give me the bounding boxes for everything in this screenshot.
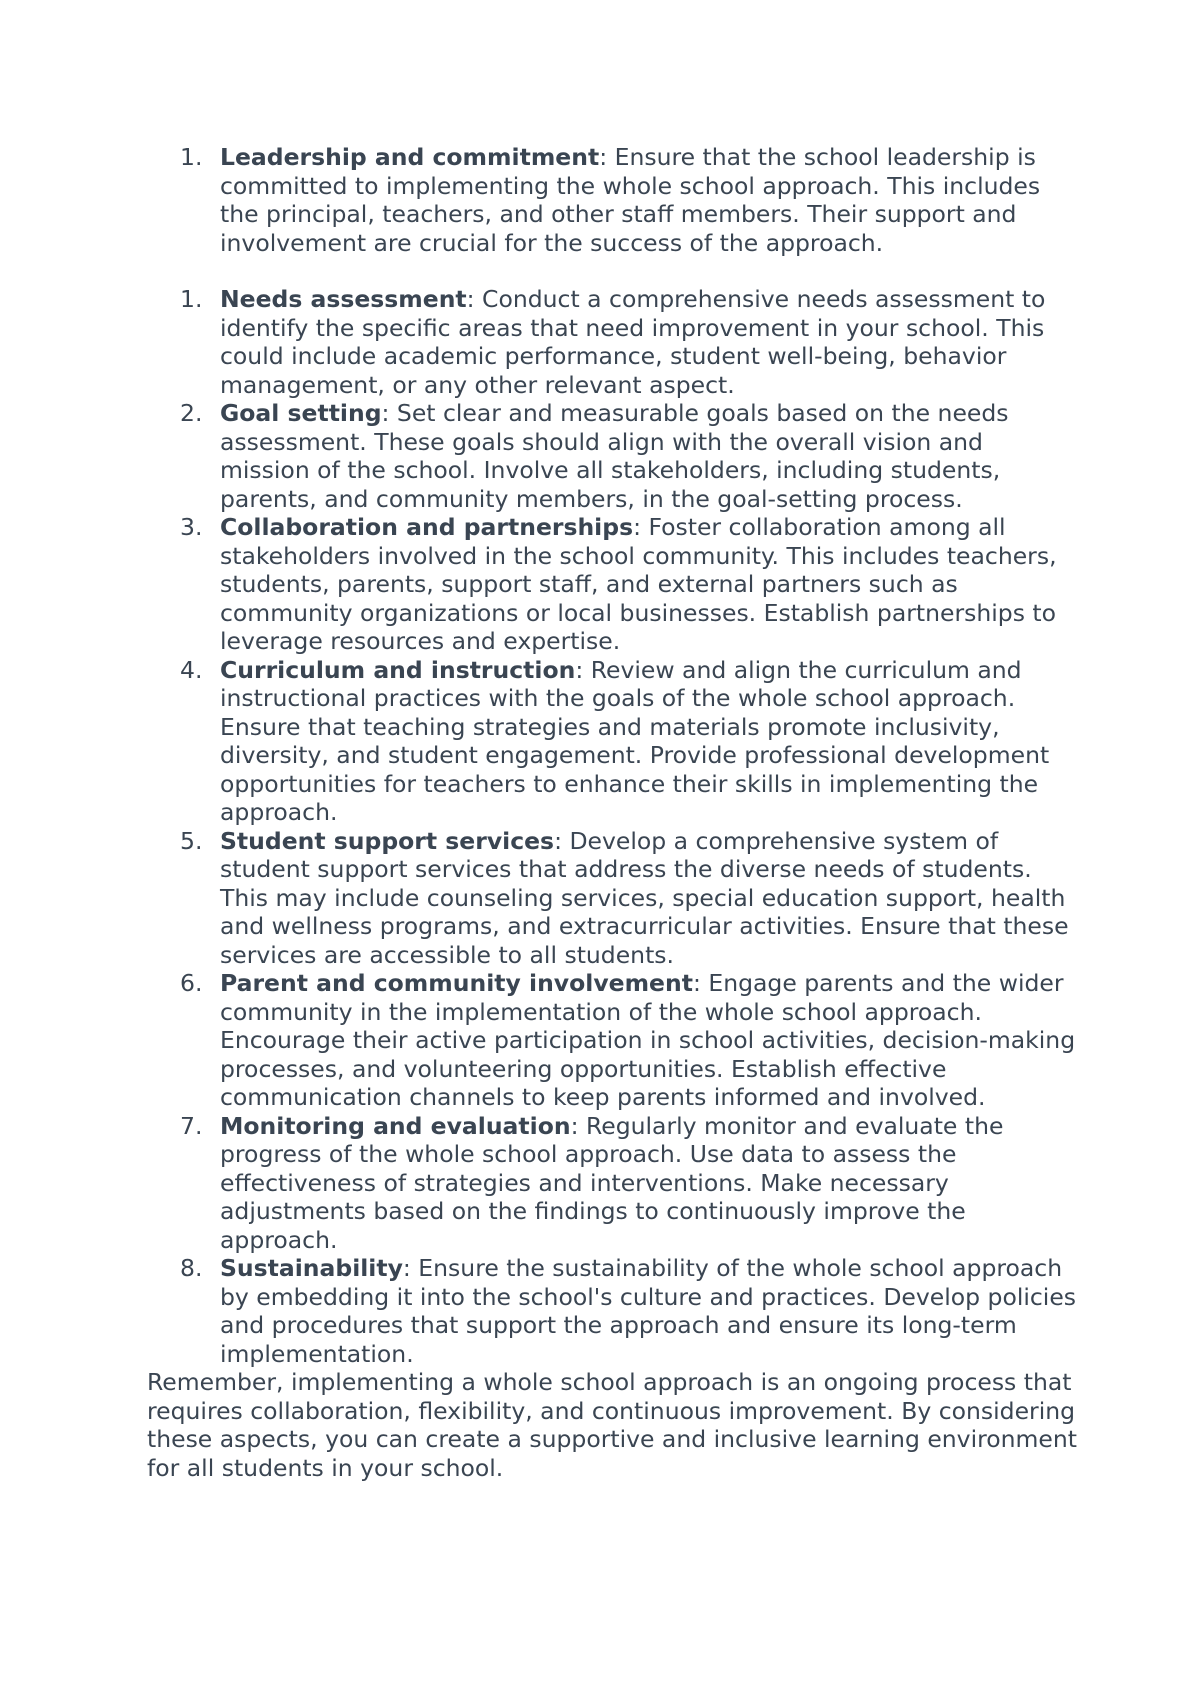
list-item-term: Goal setting bbox=[220, 399, 382, 427]
document-body bbox=[147, 143, 1077, 1482]
list-item-text: : Develop a comprehensive system of student support services that address the diverse needs of students. This may include counseling services, special education support, health and wellness programs, and extracurricular activities. Ensure that these services are accessible to all students. bbox=[220, 826, 1069, 969]
list-item-term: Leadership and commitment bbox=[220, 143, 600, 171]
list-item bbox=[180, 399, 1077, 513]
list-item-text: : Set clear and measurable goals based on the needs assessment. These goals should align with the overall vision and mission of the school. Involve all stakeholders, including students, parents, and community members, in the goal-setting process. bbox=[220, 399, 1009, 513]
list-item-term: Needs assessment bbox=[220, 285, 467, 313]
list-item-term: Parent and community involvement bbox=[220, 969, 693, 997]
intro-numbered-list bbox=[147, 143, 1077, 257]
list-item bbox=[180, 655, 1077, 827]
list-item-term: Student support services bbox=[220, 826, 555, 855]
list-item-term: Collaboration and partnerships bbox=[220, 513, 634, 541]
list-item-number: 1. bbox=[180, 285, 203, 313]
list-item-term: Sustainability bbox=[220, 1254, 403, 1282]
list-item-term: Monitoring and evaluation bbox=[220, 1111, 571, 1140]
list-item-text: : Conduct a comprehensive needs assessment to identify the specific areas that need improvement in your school. This could include academic performance, student well-being, behavior management, or any other relevant aspect. bbox=[220, 285, 1046, 399]
list-item bbox=[180, 143, 1077, 257]
list-item bbox=[180, 826, 1077, 970]
list-item-term: Curriculum and instruction bbox=[220, 655, 576, 684]
closing-paragraph: Remember, implementing a whole school approach is an ongoing process that requires collaboration, flexibility, and continuous improvement. By considering these aspects, you can create a supportive and inclusive learning environment for all students in your school. bbox=[147, 1368, 1077, 1482]
list-item bbox=[180, 1111, 1077, 1255]
list-item-number: 7. bbox=[180, 1111, 203, 1140]
list-item-number: 1. bbox=[180, 143, 203, 171]
list-item-number: 6. bbox=[180, 969, 203, 997]
list-item bbox=[180, 969, 1077, 1112]
list-item-text: : Ensure the sustainability of the whole school approach by embedding it into the school's culture and practices. Develop policies and procedures that support the approach and ensure its long-term implementation. bbox=[220, 1254, 1077, 1368]
list-item bbox=[180, 285, 1077, 399]
list-item-number: 4. bbox=[180, 655, 203, 684]
list-item-text: : Ensure that the school leadership is committed to implementing the whole school approach. This includes the principal, teachers, and other staff members. Their support and involvement are crucial for the success of the approach. bbox=[220, 143, 1041, 257]
list-item-number: 2. bbox=[180, 399, 203, 427]
list-item-text: : Foster collaboration among all stakeholders involved in the school community. This includes teachers, students, parents, support staff, and external partners such as community organizations or local businesses. Establish partnerships to leverage resources and expertise. bbox=[220, 513, 1057, 655]
main-numbered-list bbox=[147, 285, 1077, 1368]
list-item bbox=[180, 513, 1077, 656]
list-item-text: : Engage parents and the wider community in the implementation of the whole school approach. Encourage their active participation in school activities, decision-making processes, and volunteering opportunities. Establish effective communication channels to keep parents informed and involved. bbox=[220, 969, 1076, 1111]
list-item bbox=[180, 1254, 1077, 1368]
list-item-text: : Review and align the curriculum and instructional practices with the goals of the whole school approach. Ensure that teaching strategies and materials promote inclusivity, diversity, and student engagement. Provide professional development opportunities for teachers to enhance their skills in implementing the approach. bbox=[220, 655, 1050, 826]
list-item-number: 8. bbox=[180, 1254, 203, 1282]
list-item-text: : Regularly monitor and evaluate the progress of the whole school approach. Use data to assess the effectiveness of strategies and interventions. Make necessary adjustments based on the findings to continuously improve the approach. bbox=[220, 1111, 1004, 1254]
list-item-number: 5. bbox=[180, 826, 203, 855]
list-item-number: 3. bbox=[180, 513, 203, 541]
